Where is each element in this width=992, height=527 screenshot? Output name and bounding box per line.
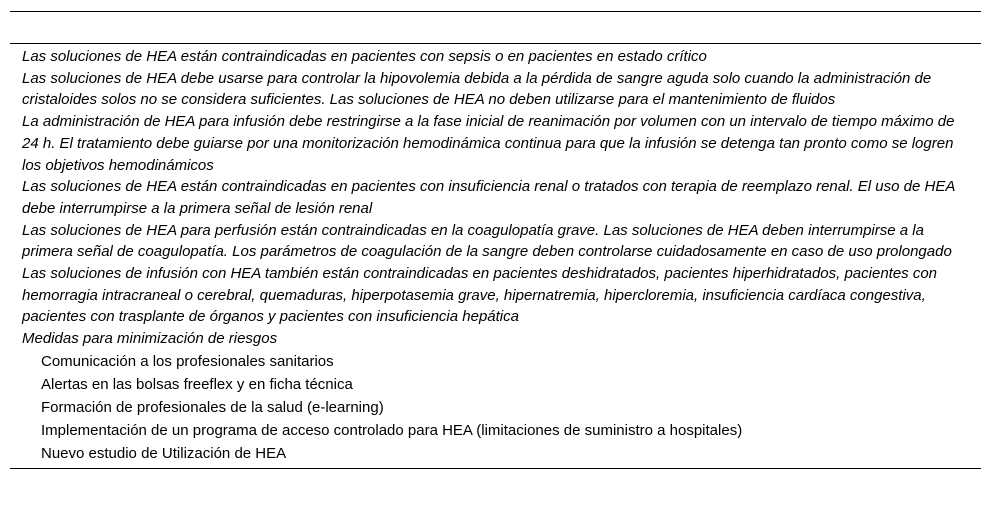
statement-hypovolemia: Las soluciones de HEA debe usarse para controlar la hipovolemia debida a la pérdida de sangre aguda solo cuando la administración de cristaloides solos no se considera suficientes. Las soluciones de HEA no deben utilizarse para el mantenimiento de fluidos xyxy=(22,69,932,109)
measure-item: Nuevo estudio de Utilización de HEA xyxy=(41,444,287,462)
measures-heading: Medidas para minimización de riesgos xyxy=(22,330,278,348)
measure-item: Comunicación a los profesionales sanitarios xyxy=(41,352,334,370)
table-header xyxy=(10,11,981,44)
statement-other-contraindications: Las soluciones de infusión con HEA también están contraindicadas en pacientes deshidratados, pacientes hiperhidratados, pacientes con hemorragia intracraneal o cerebral, quemaduras, hiperpotasemia grave, hipernatremia, hipercloremia, insuficiencia cardíaca congestiva, pacientes con trasplante de órganos y pacientes con insuficiencia hepática xyxy=(22,265,938,326)
statement-sepsis: Las soluciones de HEA están contraindicadas en pacientes con sepsis o en pacientes en estado crítico xyxy=(22,48,707,65)
measure-item: Implementación de un programa de acceso controlado para HEA (limitaciones de suministro a hospitales) xyxy=(41,421,743,439)
recommendations-table xyxy=(10,11,981,469)
statement-renal: Las soluciones de HEA están contraindicadas en pacientes con insuficiencia renal o tratados con terapia de reemplazo renal. El uso de HEA debe interrumpirse a la primera señal de lesión renal xyxy=(22,178,955,217)
statement-infusion-duration: La administración de HEA para infusión debe restringirse a la fase inicial de reanimación por volumen con un intervalo de tiempo máximo de 24 h. El tratamiento debe guiarse por una monitorización hemodinámica continua para que la infusión se detenga tan pronto como se logren los objetivos hemodinámicos xyxy=(22,113,955,174)
measure-item: Formación de profesionales de la salud (e-learning) xyxy=(41,398,384,416)
table-body xyxy=(10,44,981,469)
measure-item: Alertas en las bolsas freeflex y en ficha técnica xyxy=(41,375,353,393)
statement-coagulopathy: Las soluciones de HEA para perfusión están contraindicadas en la coagulopatía grave. Las soluciones de HEA deben interrumpirse a la primera señal de coagulopatía. Los parámetros de coagulación de la sangre deben controlarse cuidadosamente en caso de uso prolongado xyxy=(22,221,952,261)
